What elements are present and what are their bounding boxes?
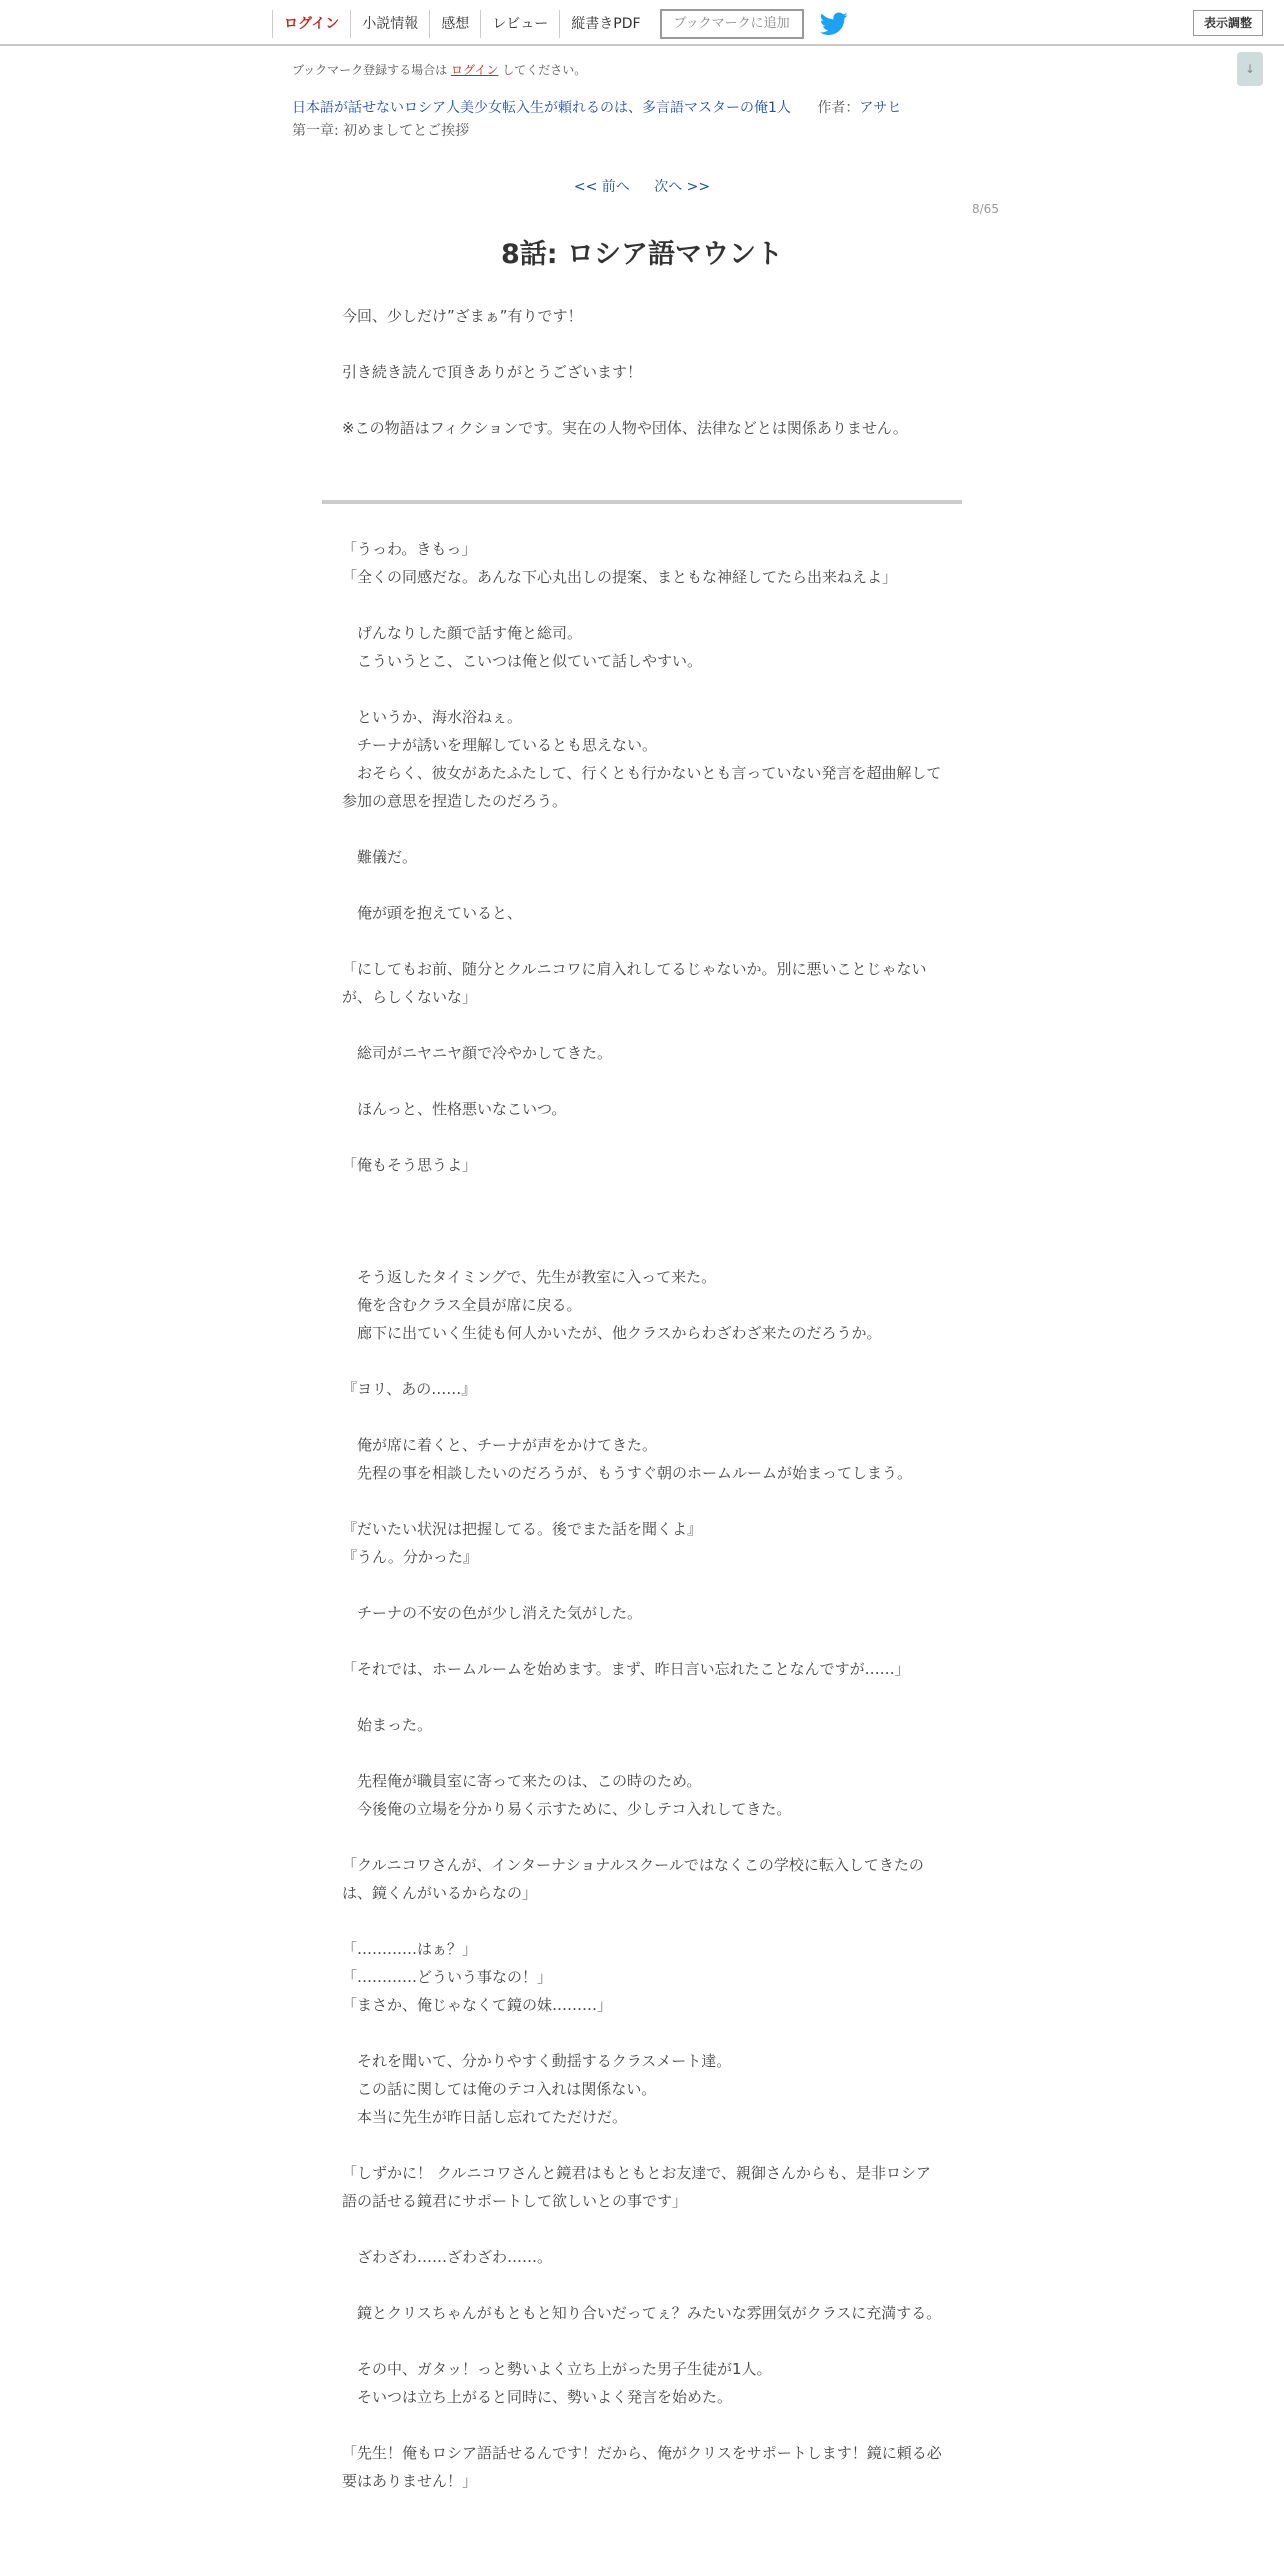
bookmark-login-notice — [292, 61, 586, 78]
body-line: そいつは立ち上がると同時に、勢いよく発言を始めた。 — [342, 2388, 733, 2406]
body-line: この話に関しては俺のテコ入れは関係ない。 — [342, 2080, 657, 2098]
nav-impressions-link[interactable]: 感想 — [429, 10, 480, 38]
prev-episode-link[interactable]: << 前へ — [573, 179, 630, 195]
body-line — [342, 1235, 942, 1263]
preface — [342, 302, 942, 470]
body-line: 総司がニヤニヤ顔で冷やかしてきた。 — [342, 1044, 613, 1062]
add-bookmark-button[interactable]: ブックマークに追加 — [660, 9, 804, 39]
notice-text-before: ブックマーク登録する場合は — [292, 63, 448, 77]
body-line: 「それでは、ホームルームを始めます。まず、昨日言い忘れたことなんですが……」 — [342, 1660, 910, 1678]
chapter-title: 第一章: 初めましてとご挨拶 — [292, 123, 470, 139]
body-line — [342, 1907, 942, 1935]
body-line — [342, 1011, 942, 1039]
notice-login-link[interactable]: ログイン — [451, 63, 499, 77]
body-line — [342, 1123, 942, 1151]
body-line — [342, 1207, 942, 1235]
body-line: 先程の事を相談したいのだろうが、もうすぐ朝のホームルームが始まってしまう。 — [342, 1464, 913, 1482]
body-line — [342, 1823, 942, 1851]
body-line — [342, 2271, 942, 2299]
body-line: 「まさか、俺じゃなくて鏡の妹………」 — [342, 1996, 613, 2014]
notice-text-after: してください。 — [502, 63, 587, 77]
body-line — [342, 1683, 942, 1711]
body-line — [342, 815, 942, 843]
body-line — [342, 2215, 942, 2243]
body-line: げんなりした顔で話す俺と総司。 — [342, 624, 583, 642]
body-line: 俺が席に着くと、チーナが声をかけてきた。 — [342, 1436, 658, 1454]
body-line: おそらく、彼女があたふたして、行くとも行かないとも言っていない発言を超曲解して参加の意思を捏造したのだろう。 — [342, 764, 942, 810]
body-line — [342, 927, 942, 955]
top-navigation-bar — [0, 0, 1284, 46]
body-line: 難儀だ。 — [342, 848, 418, 866]
body-line: 「クルニコワさんが、インターナショナルスクールではなくこの学校に転入してきたのは、鏡くんがいるからなの」 — [342, 1856, 924, 1902]
body-line — [342, 1487, 942, 1515]
body-line: 「…………はぁ？」 — [342, 1940, 478, 1958]
author-label: 作者： — [817, 100, 860, 116]
body-line — [342, 1179, 942, 1207]
body-line: 俺が頭を抱えていると、 — [342, 904, 523, 922]
body-line: その中、ガタッ！っと勢いよく立ち上がった男子生徒が1人。 — [342, 2360, 772, 2378]
body-line — [342, 1627, 942, 1655]
nav-review-link[interactable]: レビュー — [480, 10, 559, 38]
page-number: 8/65 — [972, 202, 999, 216]
nav-vertical-pdf-link[interactable]: 縦書きPDF — [559, 10, 651, 38]
body-line — [342, 2411, 942, 2439]
body-line — [342, 1739, 942, 1767]
body-line: 「…………どういう事なの！」 — [342, 1968, 553, 1986]
body-line — [342, 1067, 942, 1095]
novel-body-text — [342, 535, 942, 2495]
body-line — [342, 675, 942, 703]
body-line: ほんっと、性格悪いなこいつ。 — [342, 1100, 567, 1118]
body-line: チーナの不安の色が少し消えた気がした。 — [342, 1604, 643, 1622]
body-line — [342, 1571, 942, 1599]
episode-pager — [0, 176, 1284, 196]
nav-novel-info-link[interactable]: 小説情報 — [350, 10, 429, 38]
body-line — [342, 871, 942, 899]
twitter-share-icon[interactable] — [820, 12, 848, 36]
display-settings-button[interactable]: 表示調整 — [1193, 10, 1263, 36]
body-line: ざわざわ……ざわざわ……。 — [342, 2248, 553, 2266]
body-line: 先程俺が職員室に寄って来たのは、この時のため。 — [342, 1772, 702, 1790]
body-line — [342, 2131, 942, 2159]
novel-info-line — [292, 97, 901, 117]
body-line: というか、海水浴ねぇ。 — [342, 708, 523, 726]
body-line — [342, 2327, 942, 2355]
body-line: こういうとこ、こいつは俺と似ていて話しやすい。 — [342, 652, 703, 670]
novel-title-link[interactable]: 日本語が話せないロシア人美少女転入生が頼れるのは、多言語マスターの俺1人 — [292, 100, 791, 116]
preface-divider — [322, 500, 962, 504]
body-line: 始まった。 — [342, 1716, 433, 1734]
body-line — [342, 1347, 942, 1375]
body-line: 俺を含むクラス全員が席に戻る。 — [342, 1296, 582, 1314]
body-line: 『ヨリ、あの……』 — [342, 1380, 477, 1398]
body-line: 鏡とクリスちゃんがもともと知り合いだってぇ？みたいな雰囲気がクラスに充満する。 — [342, 2304, 942, 2322]
author-link[interactable]: アサヒ — [859, 100, 902, 116]
body-line: 「にしてもお前、随分とクルニコワに肩入れしてるじゃないか。別に悪いことじゃないが、らしくないな」 — [342, 960, 927, 1006]
body-line: 「うっわ。きもっ」 — [342, 540, 477, 558]
body-line: 『だいたい状況は把握してる。後でまた話を聞くよ』 — [342, 1520, 703, 1538]
body-line: それを聞いて、分かりやすく動揺するクラスメート達。 — [342, 2052, 732, 2070]
body-line: 廊下に出ていく生徒も何人かいたが、他クラスからわざわざ来たのだろうか。 — [342, 1324, 882, 1342]
body-line: 「全くの同感だな。あんな下心丸出しの提案、まともな神経してたら出来ねえよ」 — [342, 568, 898, 586]
next-episode-link[interactable]: 次へ >> — [654, 179, 711, 195]
body-line — [342, 591, 942, 619]
preface-paragraph: 今回、少しだけ”ざまぁ”有りです！ — [342, 307, 583, 325]
body-line: 今後俺の立場を分かり易く示すために、少しテコ入れしてきた。 — [342, 1800, 792, 1818]
nav-login-link[interactable]: ログイン — [272, 10, 350, 38]
preface-paragraph: ※この物語はフィクションです。実在の人物や団体、法律などとは関係ありません。 — [342, 419, 908, 437]
body-line: 「先生！俺もロシア語話せるんです！だから、俺がクリスをサポートします！鏡に頼る必要はありません！」 — [342, 2444, 942, 2490]
body-line: 「俺もそう思うよ」 — [342, 1156, 478, 1174]
body-line: 『うん。分かった』 — [342, 1548, 478, 1566]
body-line: チーナが誘いを理解しているとも思えない。 — [342, 736, 658, 754]
nav-menu — [272, 9, 848, 39]
body-line: 「しずかに！ クルニコワさんと鏡君はもともとお友達で、親御さんからも、是非ロシア語の話せる鏡君にサポートして欲しいとの事です」 — [342, 2164, 932, 2210]
body-line — [342, 2019, 942, 2047]
body-line — [342, 1403, 942, 1431]
preface-paragraph: 引き続き読んで頂きありがとうございます！ — [342, 363, 643, 381]
body-line: 本当に先生が昨日話し忘れてただけだ。 — [342, 2108, 628, 2126]
body-line: そう返したタイミングで、先生が教室に入って来た。 — [342, 1268, 717, 1286]
scroll-down-button[interactable]: ↓ — [1237, 52, 1263, 86]
episode-title: 8話: ロシア語マウント — [501, 239, 783, 270]
